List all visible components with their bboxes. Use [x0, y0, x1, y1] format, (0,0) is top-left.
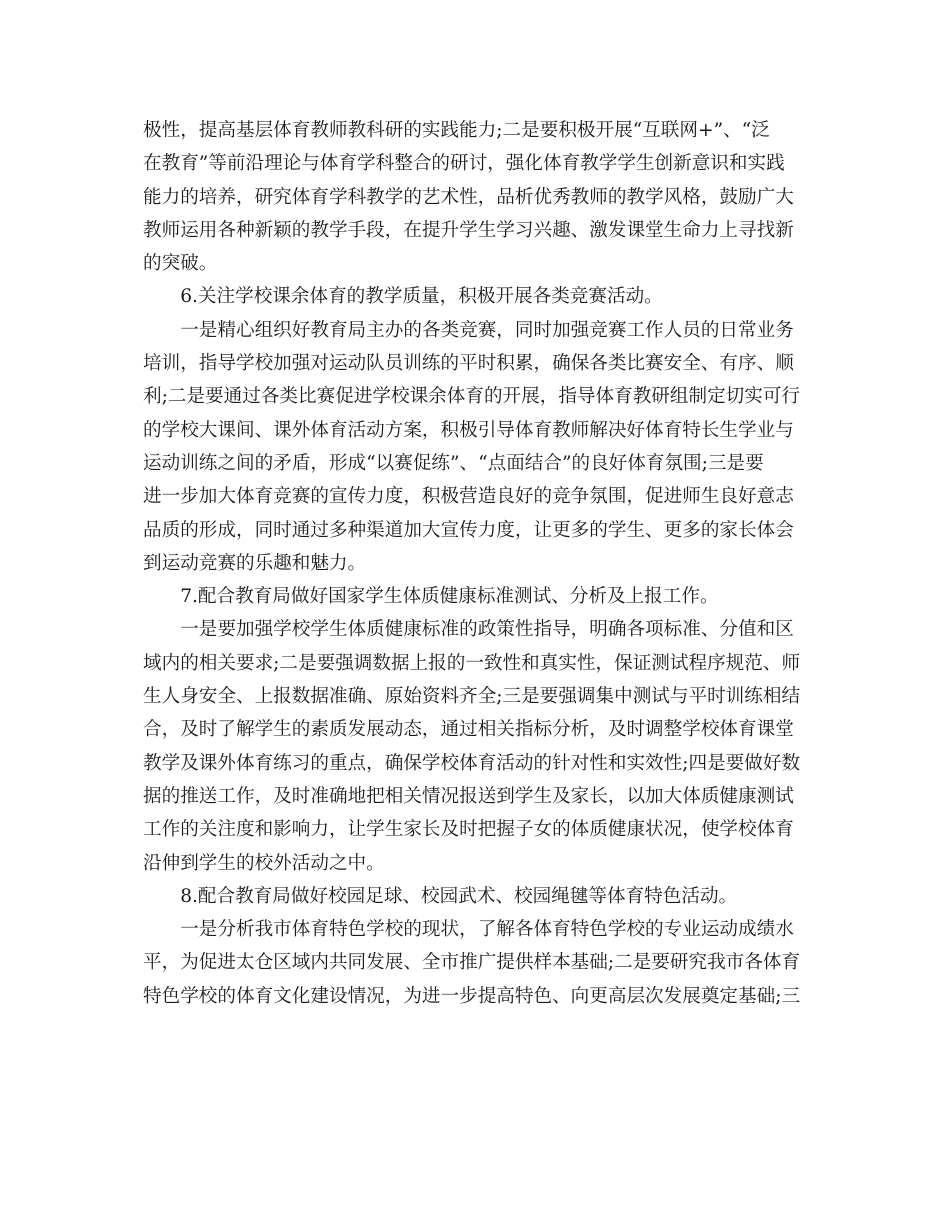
text-line: 8.配合教育局做好校园足球、校园武术、校园绳毽等体育特色活动。 [180, 885, 738, 907]
paragraph-section-7 [143, 613, 807, 879]
paragraph-continuation [143, 114, 807, 280]
text-line: 进一步加大体育竞赛的宣传力度，积极营造良好的竞争氛围，促进师生良好意志 [143, 486, 794, 508]
text-line: 生人身安全、上报数据准确、原始资料齐全;三是要强调集中测试与平时训练相结 [143, 686, 801, 708]
text-line: 一是要加强学校学生体质健康标准的政策性指导，明确各项标准、分值和区 [180, 619, 794, 641]
text-line: 利;二是要通过各类比赛促进学校课余体育的开展，指导体育教研组制定切实可行 [143, 386, 801, 408]
paragraph-section-6 [143, 314, 807, 580]
text-line: 极性，提高基层体育教师教科研的实践能力;二是要积极开展“互联网+”、“泛 [143, 120, 770, 141]
document-body [143, 114, 807, 1013]
text-line: 在教育”等前沿理论与体育学科整合的研讨，强化体育教学学生创新意识和实践 [143, 153, 785, 175]
text-line: 品质的形成，同时通过多种渠道加大宣传力度，让更多的学生、更多的家长体会 [143, 519, 794, 541]
text-line: 域内的相关要求;二是要强调数据上报的一致性和真实性，保证测试程序规范、师 [143, 652, 801, 674]
text-line: 能力的培养，研究体育学科教学的艺术性，品析优秀教师的教学风格，鼓励广大 [143, 186, 794, 208]
text-line: 特色学校的体育文化建设情况，为进一步提高特色、向更高层次发展奠定基础;三 [143, 985, 801, 1007]
text-line: 沿伸到学生的校外活动之中。 [143, 852, 385, 874]
section-heading-7 [143, 580, 807, 613]
text-line: 合，及时了解学生的素质发展动态，通过相关指标分析，及时调整学校体育课堂 [143, 719, 794, 741]
text-line: 教师运用各种新颖的教学手段，在提升学生学习兴趣、激发课堂生命力上寻找新 [143, 219, 794, 241]
text-line: 的突破。 [143, 253, 218, 275]
text-line: 一是分析我市体育特色学校的现状，了解各体育特色学校的专业运动成绩水 [180, 919, 794, 941]
section-heading-6 [143, 280, 807, 313]
text-line: 7.配合教育局做好国家学生体质健康标准测试、分析及上报工作。 [180, 586, 719, 608]
text-line: 教学及课外体育练习的重点，确保学校体育活动的针对性和实效性;四是要做好数 [143, 752, 801, 774]
text-line: 工作的关注度和影响力，让学生家长及时把握子女的体质健康状况，使学校体育 [143, 819, 794, 841]
text-line: 6.关注学校课余体育的教学质量，积极开展各类竞赛活动。 [180, 286, 663, 308]
section-heading-8 [143, 880, 807, 913]
text-line: 平，为促进太仓区域内共同发展、全市推广提供样本基础;二是要研究我市各体育 [143, 952, 801, 974]
paragraph-section-8 [143, 913, 807, 1013]
text-line: 据的推送工作，及时准确地把相关情况报送到学生及家长，以加大体质健康测试 [143, 785, 794, 807]
text-line: 到运动竞赛的乐趣和魅力。 [143, 552, 367, 574]
text-line: 运动训练之间的矛盾，形成“以赛促练”、“点面结合”的良好体育氛围;三是要 [143, 452, 764, 474]
text-line: 培训，指导学校加强对运动队员训练的平时积累，确保各类比赛安全、有序、顺 [143, 353, 794, 375]
text-line: 的学校大课间、课外体育活动方案，积极引导体育教师解决好体育特长生学业与 [143, 419, 794, 441]
text-line: 一是精心组织好教育局主办的各类竞赛，同时加强竞赛工作人员的日常业务 [180, 319, 794, 341]
